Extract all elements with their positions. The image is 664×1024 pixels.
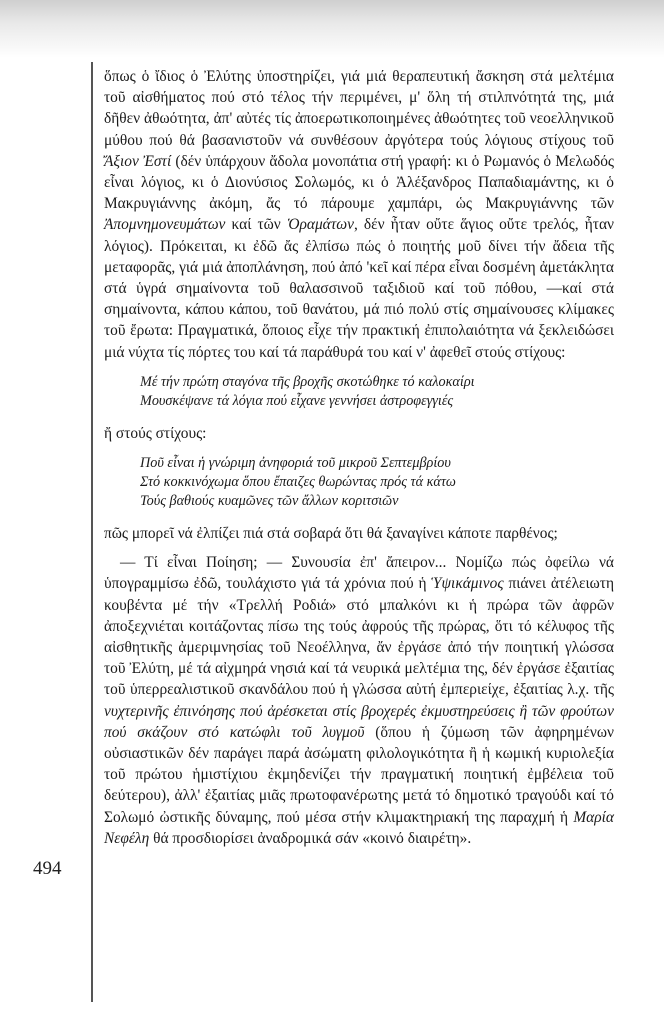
work-title: Ἄξιον Ἐστί xyxy=(104,152,172,170)
verse-line: Στό κοκκινόχωμα ὅπου ἔπαιζες θωρώντας πρός τά κάτω xyxy=(140,474,456,491)
paragraph-gap xyxy=(104,544,614,552)
work-title: Μαρία Νεφέλη xyxy=(104,808,614,847)
text-run: (δέν ὑπάρχουν ἄδολα μονοπάτια στή γραφή: κι ὁ Ρωμανός ὁ Μελωδός εἶναι λόγιος, κι ὁ Διονύσιος Σολωμός, κι ὁ Ἀλέξανδρος Παπαδιαμάντης, κι ὁ Μακρυγιάννης ἀκόμη, ἄς τό πάρουμε χαμπάρι, ὡς Μακρυγιάννης τῶν xyxy=(104,152,615,213)
text-run: (ὅπου ἡ ζύμωση τῶν ἀφηρημένων οὐσιαστικῶν δέν παράγει παρά ἀσώματη φιλολογικότητα ἢ ἡ κωμική κυριολεξία τοῦ πρώτου ἡμιστίχιου ἐκμηδενίζει τήν πραγματική ποιητική ἐμβέλεια τοῦ δεύτερου), ἀλλ' ἐξαιτίας μιᾶς πρωτοφανέρωτης μετά τό δημοτικό τραγούδι καί τό Σολωμό ὠστικῆς δύναμης, πού μέσα στήν κλιμακτηριακή της παραχμή ἡ xyxy=(104,723,614,826)
paragraph-3: πῶς μπορεῖ νά ἐλπίζει πιά στά σοβαρά ὅτι θά ξαναγίνει κάποτε παρθένος; xyxy=(104,525,558,543)
verse-line: Ποῦ εἶναι ἡ γνώριμη ἀνηφοριά τοῦ μικροῦ Σεπτεμβρίου xyxy=(140,455,451,472)
work-title: Ἀπομνημονευμάτων xyxy=(104,216,226,234)
text-run: πιάνει ἀτέλειωτη κουβέντα μέ τήν «Τρελλή Ροδιά» στό μπαλκόνι κι ἡ πρώρα τῶν ἀφρῶν ἀποξεχνιέται κοιτάζοντας πίσω της τούς ἀφρούς τῆς πρώρας, ὅτι τό κέλυφος τῆς αἰσθητικῆς ἀμεριμνησίας τοῦ Νεοέλληνα, ἄν ἐργάσε ἀπό τήν ποιητική γλώσσα τοῦ Ἐλύτη, μέ τά αἰχμηρά νησιά καί τά νευρικά μελτέμια της, δέν ἐργάσε ἐξαιτίας τοῦ ὑπερρεαλιστικοῦ σκανδάλου πού ἡ γλώσσα αὐτή ἐμπεριείχε, ἐξαιτίας λ.χ. τῆς xyxy=(104,575,615,699)
verse-line: Τούς βαθιούς κυαμῶνες τῶν ἄλλων κοριτσιῶν xyxy=(140,493,399,510)
verse-quote-1 xyxy=(140,373,614,411)
verse-quote-2 xyxy=(140,454,614,511)
paragraph-2: ἤ στούς στίχους: xyxy=(104,424,207,442)
quoted-phrase: νυχτερινῆς ἐπινόησης πού ἀρέσκεται στίς βροχερές ἐκμυστηρεύσεις ἢ τῶν φρούτων πού σκάζουν στό κατώφλι τοῦ λυγμοῦ xyxy=(104,702,614,741)
text-run: — Τί εἶναι Ποίηση; — Συνουσία ἐπ' ἄπειρον... Νομίζω πώς ὀφείλω νά ὑπογραμμίσω ἐδῶ, τουλάχιστο γιά τά χρόνια πού ἡ xyxy=(104,554,614,593)
paragraph-4 xyxy=(104,552,614,849)
page-number: 494 xyxy=(33,858,62,879)
paragraph-1 xyxy=(104,66,614,363)
text-run: ὅπως ὁ ἴδιος ὁ Ἐλύτης ὑποστηρίζει, γιά μιά θεραπευτική ἄσκηση στά μελτέμια τοῦ αἰσθήματος πού στό τέλος τήν περιμένει, μ' ὅλη τή στιλπνότητά της, μιά δῆθεν ἀθωότητα, ἀπ' αὐτές τίς ἀποερωτικοποιημένες ἀθωότητες τοῦ νεοελληνικοῦ μύθου πού θά βασανιστοῦν νά συνθέσουν ἀργότερα τούς λόγιους στίχους τοῦ xyxy=(104,68,614,149)
text-run: καί τῶν xyxy=(225,216,287,234)
work-title: Ὁραμάτων xyxy=(286,216,354,234)
text-run: θά προσδιορίσει ἀναδρομικά σάν «κοινό διαιρέτη». xyxy=(149,829,472,847)
work-title: Ὑψικάμινος xyxy=(431,575,504,593)
verse-line: Μέ τήν πρώτη σταγόνα τῆς βροχῆς σκοτώθηκε τό καλοκαίρι xyxy=(140,373,475,390)
body-text xyxy=(104,66,614,849)
text-run: , δέν ἦταν οὔτε ἅγιος οὔτε τρελός, ἦταν λόγιος). Πρόκειται, κι ἐδῶ ἄς ἐλπίσω πώς ὁ ποιητής μοῦ δίνει τήν ἄδεια τῆς μεταφορᾶς, γιά μιά ἀποπλάνηση, πού ἀπό 'κεῖ καί πέρα εἶναι δοσμένη ἀμετάκλητα στά ὑγρά σημαίνοντα τοῦ θαλασσινοῦ ταξιδιοῦ καί τοῦ πόθου, —καί στά σημαίνοντα, κάπου κάπου, τοῦ θανάτου, μά πιό πολύ στίς σημαίνουσες κλίμακες τοῦ ἔρωτα: Πραγματικά, ὅποιος εἶχε τήν πρακτική ἐπιπολαιότητα νά ξεκλειδώσει μιά νύχτα τίς πόρτες του καί τά παράθυρά του καί ν' ἀφεθεῖ στούς στίχους: xyxy=(104,216,614,361)
margin-rule xyxy=(91,62,93,1002)
verse-line: Μουσκέψανε τά λόγια πού εἶχανε γεννήσει ἀστροφεγγιές xyxy=(140,392,454,409)
scan-shadow xyxy=(0,0,664,58)
